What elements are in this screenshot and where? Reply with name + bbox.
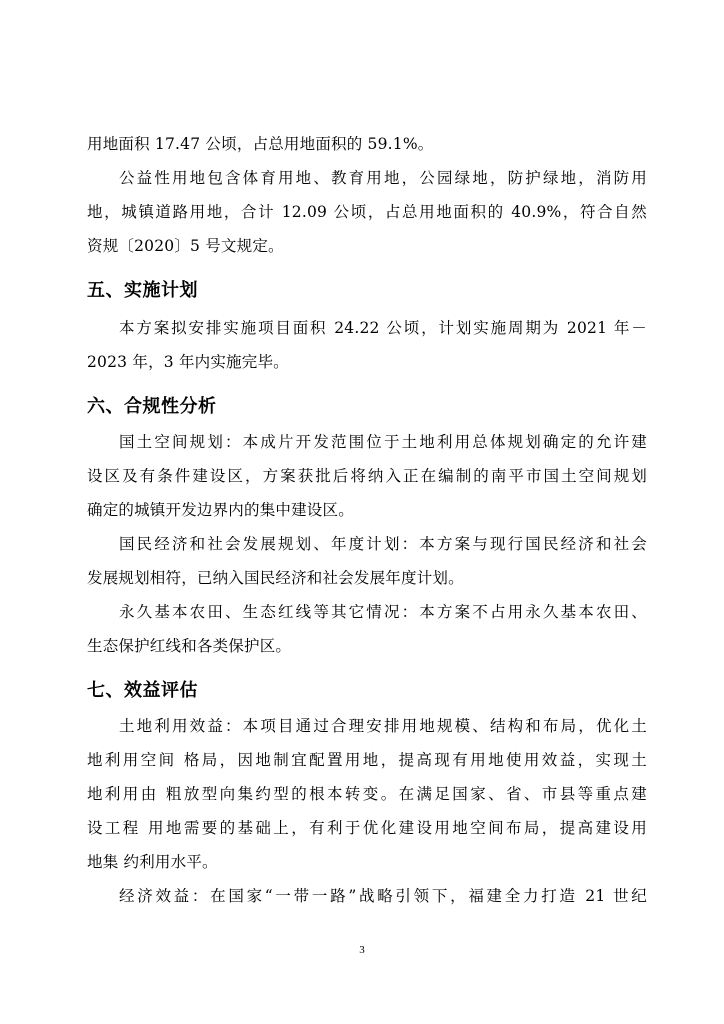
- body-text-line: 永久基本农田、生态红线等其它情况：本方案不占用永久基本农田、: [119, 603, 647, 621]
- body-text-line: 地集 约利用水平。: [87, 853, 218, 871]
- body-text-line: 资规〔2020〕5 号文规定。: [87, 237, 284, 255]
- body-text-line: 公益性用地包含体育用地、教育用地，公园绿地，防护绿地，消防用: [119, 169, 647, 187]
- section-heading: 七、效益评估: [87, 680, 198, 701]
- body-text-line: 设工程 用地需要的基础上，有利于优化建设用地空间布局，提高建设用: [87, 819, 647, 837]
- body-text-line: 用地面积 17.47 公顷，占总用地面积的 59.1%。: [87, 135, 434, 153]
- body-text-line: 确定的城镇开发边界内的集中建设区。: [87, 501, 354, 519]
- body-text-line: 国民经济和社会发展规划、年度计划：本方案与现行国民经济和社会: [119, 535, 647, 553]
- body-text-line: 经济效益：在国家“一带一路”战略引领下，福建全力打造 21 世纪: [119, 887, 647, 905]
- body-text-line: 地，城镇道路用地，合计 12.09 公顷，占总用地面积的 40.9%，符合自然: [87, 203, 647, 221]
- body-text-line: 发展规划相符，已纳入国民经济和社会发展年度计划。: [87, 569, 464, 587]
- body-text-line: 国土空间规划：本成片开发范围位于土地利用总体规划确定的允许建: [119, 433, 647, 451]
- body-text-line: 地利用空间 格局，因地制宜配置用地，提高现有用地使用效益，实现土: [87, 751, 647, 769]
- body-text-line: 2023 年，3 年内实施完毕。: [87, 353, 289, 371]
- body-text-line: 土地利用效益：本项目通过合理安排用地规模、结构和布局，优化土: [119, 717, 647, 735]
- body-text-line: 生态保护红线和各类保护区。: [87, 637, 292, 655]
- page-number: 3: [359, 944, 365, 956]
- body-text-line: 地利用由 粗放型向集约型的根本转变。在满足国家、省、市县等重点建: [87, 785, 647, 803]
- section-heading: 六、合规性分析: [87, 396, 217, 417]
- body-text-line: 设区及有条件建设区，方案获批后将纳入正在编制的南平市国土空间规划: [87, 467, 647, 485]
- section-heading: 五、实施计划: [87, 280, 198, 301]
- body-text-line: 本方案拟安排实施项目面积 24.22 公顷，计划实施周期为 2021 年－: [119, 319, 647, 337]
